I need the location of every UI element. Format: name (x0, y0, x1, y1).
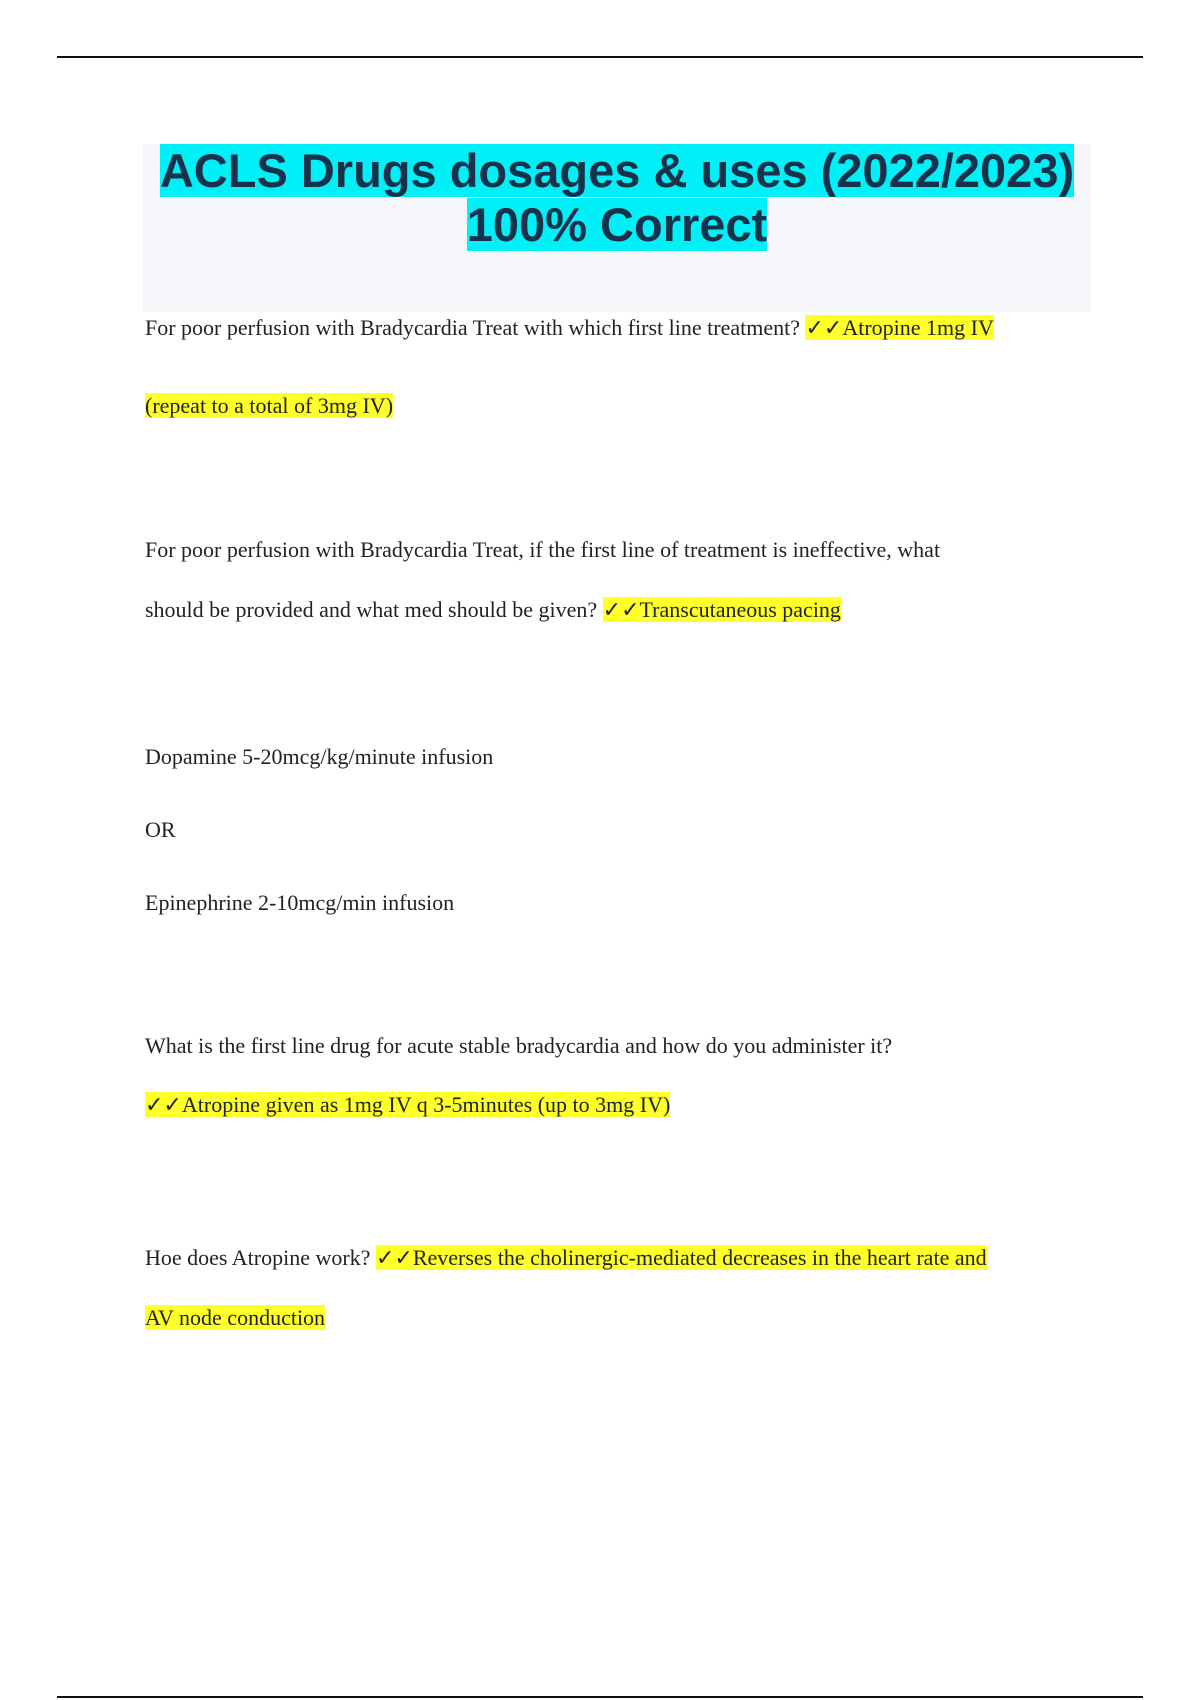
answer-2-highlight: ✓✓Transcutaneous pacing (602, 597, 841, 622)
top-rule (57, 56, 1143, 58)
document-title (143, 144, 1091, 312)
answer-1-continued (145, 392, 393, 420)
question-2-line-1: For poor perfusion with Bradycardia Treat, if the first line of treatment is ineffective, what (145, 537, 941, 562)
answer-3 (145, 1091, 670, 1119)
answer-4-highlight-continued: AV node conduction (145, 1305, 326, 1330)
question-1-text: For poor perfusion with Bradycardia Treat with which first line treatment? (145, 315, 806, 340)
answer-4-highlight: ✓✓Reverses the cholinergic-mediated decreases in the heart rate and (375, 1245, 987, 1270)
answer-1-highlight: ✓✓Atropine 1mg IV (805, 315, 994, 340)
bottom-rule (57, 1696, 1143, 1698)
answer-2-or: OR (145, 817, 176, 842)
answer-4-continued (145, 1304, 325, 1332)
answer-1-highlight-continued: (repeat to a total of 3mg IV) (145, 393, 394, 418)
title-line-1: ACLS Drugs dosages & uses (2022/2023) (159, 144, 1075, 197)
question-4 (145, 1244, 987, 1272)
question-1 (145, 314, 994, 342)
title-line-2: 100% Correct (466, 198, 768, 251)
answer-3-highlight: ✓✓Atropine given as 1mg IV q 3-5minutes (up to 3mg IV) (145, 1092, 671, 1117)
answer-2-dopamine: Dopamine 5-20mcg/kg/minute infusion (145, 744, 494, 769)
question-3: What is the first line drug for acute stable bradycardia and how do you administer it? (145, 1033, 893, 1058)
question-2-line-2 (145, 596, 841, 624)
answer-2-epinephrine: Epinephrine 2-10mcg/min infusion (145, 890, 455, 915)
question-4-text: Hoe does Atropine work? (145, 1245, 376, 1270)
question-2-text: should be provided and what med should be given? (145, 597, 603, 622)
